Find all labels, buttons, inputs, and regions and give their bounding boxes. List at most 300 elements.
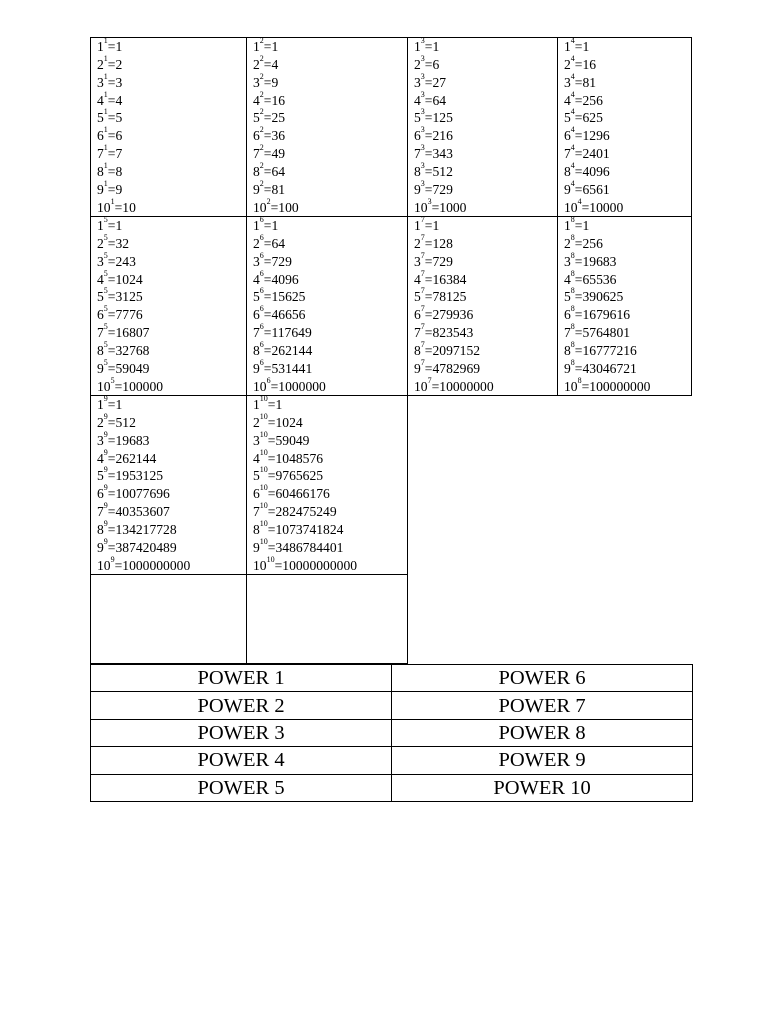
equals-sign: = bbox=[424, 360, 433, 376]
result: 59049 bbox=[275, 432, 310, 448]
base: 10 bbox=[97, 557, 111, 573]
base: 2 bbox=[414, 56, 421, 72]
equals-sign: = bbox=[107, 414, 116, 430]
base: 5 bbox=[253, 110, 260, 126]
equals-sign: = bbox=[263, 271, 272, 287]
equals-sign: = bbox=[574, 253, 583, 269]
result: 4 bbox=[271, 56, 279, 72]
power-line bbox=[414, 178, 557, 199]
exponent: 8 bbox=[570, 286, 575, 296]
equals-sign: = bbox=[263, 92, 272, 108]
equals-sign: = bbox=[114, 378, 123, 394]
exponent: 2 bbox=[259, 143, 264, 153]
result: 10000000000 bbox=[282, 557, 358, 573]
exponent: 3 bbox=[420, 125, 425, 135]
equals-sign: = bbox=[424, 307, 433, 323]
base: 7 bbox=[253, 325, 260, 341]
equals-sign: = bbox=[424, 235, 433, 251]
power-line bbox=[564, 306, 691, 324]
exponent: 9 bbox=[103, 518, 108, 528]
power-line bbox=[564, 217, 691, 235]
exponent: 6 bbox=[259, 286, 264, 296]
power-line bbox=[414, 38, 557, 56]
exponent: 5 bbox=[103, 357, 108, 367]
result: 10077696 bbox=[115, 486, 170, 502]
exponent: 8 bbox=[570, 357, 575, 367]
base: 5 bbox=[97, 289, 104, 305]
exponent: 6 bbox=[259, 357, 264, 367]
exponent: 10 bbox=[266, 554, 275, 564]
exponent: 9 bbox=[110, 554, 115, 564]
power-line bbox=[97, 411, 246, 432]
exponent: 2 bbox=[259, 53, 264, 63]
result: 16777216 bbox=[582, 342, 637, 358]
power-line bbox=[97, 268, 246, 289]
result: 1 bbox=[115, 218, 123, 233]
base: 2 bbox=[253, 235, 260, 251]
powers-grid bbox=[90, 37, 692, 664]
equals-sign: = bbox=[263, 289, 272, 305]
empty-cell bbox=[90, 574, 247, 664]
result: 1 bbox=[115, 39, 123, 54]
result: 1953125 bbox=[115, 468, 164, 484]
power-line bbox=[97, 288, 246, 306]
result: 387420489 bbox=[115, 539, 177, 555]
legend-cell: POWER 4 bbox=[91, 747, 392, 774]
exponent: 3 bbox=[420, 160, 425, 170]
power-line bbox=[564, 268, 691, 289]
base: 9 bbox=[414, 181, 421, 197]
base: 10 bbox=[253, 378, 267, 394]
exponent: 5 bbox=[103, 215, 108, 224]
base: 10 bbox=[97, 199, 111, 215]
equals-sign: = bbox=[107, 253, 116, 269]
result: 5 bbox=[115, 110, 123, 126]
base: 8 bbox=[564, 163, 571, 179]
base: 1 bbox=[564, 39, 571, 54]
exponent: 6 bbox=[259, 232, 264, 242]
result: 512 bbox=[432, 163, 453, 179]
result: 19683 bbox=[582, 253, 617, 269]
result: 1 bbox=[271, 39, 279, 54]
result: 1000000 bbox=[278, 378, 326, 394]
result: 3486784401 bbox=[275, 539, 344, 555]
power-line bbox=[253, 411, 407, 432]
result: 7 bbox=[115, 146, 123, 162]
power-line bbox=[97, 485, 246, 503]
base: 7 bbox=[253, 504, 260, 520]
power-line bbox=[564, 71, 691, 92]
legend-row bbox=[91, 665, 693, 692]
result: 256 bbox=[582, 92, 603, 108]
base: 1 bbox=[97, 397, 104, 412]
base: 5 bbox=[564, 289, 571, 305]
equals-sign: = bbox=[263, 342, 272, 358]
equals-sign: = bbox=[263, 253, 272, 269]
equals-sign: = bbox=[263, 307, 272, 323]
exponent: 5 bbox=[103, 268, 108, 278]
result: 1073741824 bbox=[275, 521, 344, 537]
base: 4 bbox=[253, 271, 260, 287]
exponent: 5 bbox=[103, 286, 108, 296]
power-line bbox=[564, 288, 691, 306]
power-line bbox=[253, 217, 407, 235]
exponent: 7 bbox=[420, 304, 425, 314]
equals-sign: = bbox=[107, 307, 116, 323]
power-line bbox=[414, 196, 557, 217]
equals-sign: = bbox=[424, 218, 433, 233]
equals-sign: = bbox=[107, 39, 116, 54]
result: 4096 bbox=[271, 271, 299, 287]
equals-sign: = bbox=[107, 504, 116, 520]
exponent: 6 bbox=[259, 268, 264, 278]
power-line bbox=[97, 396, 246, 414]
result: 729 bbox=[432, 253, 453, 269]
exponent: 1 bbox=[103, 160, 108, 170]
equals-sign: = bbox=[267, 450, 276, 466]
power-line bbox=[97, 429, 246, 450]
base: 8 bbox=[564, 342, 571, 358]
exponent: 9 bbox=[103, 411, 108, 421]
exponent: 5 bbox=[103, 339, 108, 349]
exponent: 10 bbox=[259, 501, 268, 511]
power-line bbox=[253, 518, 407, 539]
exponent: 9 bbox=[103, 483, 108, 493]
result: 32 bbox=[115, 235, 130, 251]
power-line bbox=[414, 217, 557, 235]
legend-row bbox=[91, 692, 693, 719]
result: 390625 bbox=[582, 289, 624, 305]
equals-sign: = bbox=[114, 199, 123, 215]
result: 10 bbox=[122, 199, 136, 215]
equals-sign: = bbox=[574, 39, 583, 54]
result: 19683 bbox=[115, 432, 150, 448]
result: 16 bbox=[582, 56, 597, 72]
equals-sign: = bbox=[263, 218, 272, 233]
base: 4 bbox=[97, 271, 104, 287]
result: 2401 bbox=[582, 146, 610, 162]
power-line bbox=[253, 429, 407, 450]
base: 3 bbox=[253, 74, 260, 90]
exponent: 2 bbox=[259, 178, 264, 188]
equals-sign: = bbox=[574, 163, 583, 179]
equals-sign: = bbox=[424, 253, 433, 269]
exponent: 7 bbox=[420, 322, 425, 332]
result: 1 bbox=[432, 39, 440, 54]
equals-sign: = bbox=[574, 325, 583, 341]
power-line bbox=[253, 71, 407, 92]
legend-cell: POWER 7 bbox=[392, 692, 693, 719]
equals-sign: = bbox=[107, 289, 116, 305]
power-line bbox=[97, 160, 246, 181]
power-line bbox=[253, 160, 407, 181]
power-line bbox=[97, 447, 246, 468]
equals-sign: = bbox=[424, 39, 433, 54]
equals-sign: = bbox=[574, 218, 583, 233]
power-legend-table bbox=[90, 664, 693, 802]
exponent: 4 bbox=[570, 53, 575, 63]
exponent: 10 bbox=[259, 465, 268, 475]
base: 1 bbox=[414, 218, 421, 233]
equals-sign: = bbox=[107, 432, 116, 448]
power-line bbox=[253, 145, 407, 163]
equals-sign: = bbox=[107, 486, 116, 502]
equals-sign: = bbox=[270, 199, 279, 215]
equals-sign: = bbox=[267, 397, 276, 412]
result: 100000 bbox=[122, 378, 164, 394]
power-line bbox=[564, 109, 691, 127]
exponent: 5 bbox=[110, 375, 115, 385]
exponent: 10 bbox=[259, 536, 268, 546]
exponent: 10 bbox=[259, 429, 268, 439]
power-line bbox=[564, 89, 691, 110]
equals-sign: = bbox=[574, 289, 583, 305]
base: 10 bbox=[414, 378, 428, 394]
power-line bbox=[564, 178, 691, 199]
equals-sign: = bbox=[107, 74, 116, 90]
power-line bbox=[253, 38, 407, 56]
equals-sign: = bbox=[267, 539, 276, 555]
result: 1 bbox=[275, 397, 283, 412]
exponent: 6 bbox=[259, 339, 264, 349]
exponent: 6 bbox=[259, 215, 264, 224]
power-line bbox=[253, 127, 407, 145]
result: 729 bbox=[432, 181, 453, 197]
legend-row bbox=[91, 719, 693, 746]
exponent: 7 bbox=[420, 268, 425, 278]
equals-sign: = bbox=[574, 181, 583, 197]
result: 823543 bbox=[432, 325, 474, 341]
equals-sign: = bbox=[107, 342, 116, 358]
base: 8 bbox=[97, 342, 104, 358]
result: 1000000000 bbox=[122, 557, 191, 573]
power-cell bbox=[557, 216, 692, 396]
power-line bbox=[414, 71, 557, 92]
power-cell bbox=[90, 216, 247, 396]
power-line bbox=[97, 196, 246, 217]
legend-row bbox=[91, 747, 693, 774]
equals-sign: = bbox=[263, 146, 272, 162]
equals-sign: = bbox=[107, 163, 116, 179]
base: 2 bbox=[97, 56, 104, 72]
result: 512 bbox=[115, 414, 136, 430]
equals-sign: = bbox=[424, 181, 433, 197]
base: 5 bbox=[97, 468, 104, 484]
exponent: 3 bbox=[420, 89, 425, 99]
result: 1 bbox=[582, 218, 590, 233]
base: 5 bbox=[97, 110, 104, 126]
base: 4 bbox=[253, 450, 260, 466]
exponent: 6 bbox=[259, 304, 264, 314]
equals-sign: = bbox=[574, 74, 583, 90]
power-line bbox=[97, 467, 246, 485]
power-line bbox=[97, 53, 246, 74]
equals-sign: = bbox=[267, 414, 276, 430]
power-line bbox=[253, 89, 407, 110]
base: 4 bbox=[564, 92, 571, 108]
power-line bbox=[564, 127, 691, 145]
exponent: 4 bbox=[570, 143, 575, 153]
exponent: 4 bbox=[570, 71, 575, 81]
result: 729 bbox=[271, 253, 292, 269]
power-line bbox=[97, 324, 246, 342]
result: 1 bbox=[115, 397, 123, 412]
result: 256 bbox=[582, 235, 603, 251]
base: 6 bbox=[253, 128, 260, 144]
base: 8 bbox=[253, 163, 260, 179]
result: 65536 bbox=[582, 271, 617, 287]
exponent: 1 bbox=[103, 125, 108, 135]
power-line bbox=[253, 357, 407, 378]
equals-sign: = bbox=[263, 128, 272, 144]
exponent: 4 bbox=[570, 36, 575, 45]
exponent: 3 bbox=[420, 107, 425, 117]
base: 10 bbox=[414, 199, 428, 215]
exponent: 1 bbox=[103, 178, 108, 188]
equals-sign: = bbox=[107, 146, 116, 162]
equals-sign: = bbox=[263, 110, 272, 126]
base: 2 bbox=[97, 414, 104, 430]
base: 10 bbox=[253, 557, 267, 573]
power-line bbox=[414, 339, 557, 360]
exponent: 3 bbox=[420, 71, 425, 81]
result: 27 bbox=[432, 74, 447, 90]
result: 1 bbox=[582, 39, 590, 54]
result: 343 bbox=[432, 146, 453, 162]
power-line bbox=[253, 232, 407, 253]
result: 125 bbox=[432, 110, 453, 126]
base: 1 bbox=[564, 218, 571, 233]
power-line bbox=[253, 268, 407, 289]
equals-sign: = bbox=[107, 235, 116, 251]
power-line bbox=[414, 53, 557, 74]
equals-sign: = bbox=[574, 360, 583, 376]
equals-sign: = bbox=[107, 539, 116, 555]
base: 9 bbox=[253, 360, 260, 376]
power-line bbox=[253, 536, 407, 557]
exponent: 7 bbox=[420, 286, 425, 296]
equals-sign: = bbox=[263, 56, 272, 72]
power-line bbox=[564, 38, 691, 56]
base: 1 bbox=[97, 218, 104, 233]
equals-sign: = bbox=[267, 486, 276, 502]
equals-sign: = bbox=[107, 110, 116, 126]
base: 10 bbox=[564, 378, 578, 394]
result: 5764801 bbox=[582, 325, 631, 341]
power-line bbox=[97, 71, 246, 92]
power-line bbox=[97, 38, 246, 56]
legend-cell: POWER 5 bbox=[91, 774, 392, 801]
base: 7 bbox=[564, 325, 571, 341]
exponent: 8 bbox=[577, 375, 582, 385]
exponent: 9 bbox=[103, 536, 108, 546]
result: 60466176 bbox=[275, 486, 330, 502]
base: 6 bbox=[253, 486, 260, 502]
result: 9 bbox=[115, 181, 123, 197]
power-cell bbox=[90, 37, 247, 217]
equals-sign: = bbox=[270, 378, 279, 394]
equals-sign: = bbox=[107, 56, 116, 72]
empty-cell bbox=[246, 574, 408, 664]
base: 9 bbox=[97, 360, 104, 376]
result: 81 bbox=[271, 181, 286, 197]
exponent: 3 bbox=[427, 196, 432, 206]
base: 1 bbox=[253, 397, 260, 412]
equals-sign: = bbox=[574, 271, 583, 287]
result: 1024 bbox=[275, 414, 303, 430]
exponent: 6 bbox=[259, 322, 264, 332]
equals-sign: = bbox=[107, 360, 116, 376]
result: 1679616 bbox=[582, 307, 631, 323]
result: 262144 bbox=[115, 450, 157, 466]
base: 6 bbox=[253, 307, 260, 323]
result: 10000000 bbox=[439, 378, 494, 394]
equals-sign: = bbox=[431, 199, 440, 215]
equals-sign: = bbox=[581, 378, 590, 394]
equals-sign: = bbox=[107, 92, 116, 108]
exponent: 7 bbox=[420, 339, 425, 349]
base: 3 bbox=[414, 74, 421, 90]
exponent: 4 bbox=[570, 107, 575, 117]
base: 2 bbox=[253, 414, 260, 430]
power-line bbox=[564, 232, 691, 253]
base: 4 bbox=[414, 271, 421, 287]
base: 6 bbox=[564, 307, 571, 323]
base: 3 bbox=[253, 253, 260, 269]
exponent: 9 bbox=[103, 501, 108, 511]
result: 43046721 bbox=[582, 360, 637, 376]
power-line bbox=[253, 396, 407, 414]
base: 4 bbox=[414, 92, 421, 108]
legend-cell: POWER 8 bbox=[392, 719, 693, 746]
base: 8 bbox=[253, 521, 260, 537]
result: 4096 bbox=[582, 163, 610, 179]
power-line bbox=[564, 53, 691, 74]
base: 4 bbox=[97, 450, 104, 466]
equals-sign: = bbox=[424, 289, 433, 305]
power-line bbox=[414, 232, 557, 253]
equals-sign: = bbox=[574, 146, 583, 162]
result: 1 bbox=[432, 218, 440, 233]
base: 2 bbox=[564, 56, 571, 72]
base: 10 bbox=[253, 199, 267, 215]
legend-row bbox=[91, 774, 693, 801]
result: 49 bbox=[271, 146, 286, 162]
result: 2 bbox=[115, 56, 123, 72]
equals-sign: = bbox=[267, 504, 276, 520]
base: 10 bbox=[97, 378, 111, 394]
power-line bbox=[564, 357, 691, 378]
exponent: 6 bbox=[259, 250, 264, 260]
equals-sign: = bbox=[574, 342, 583, 358]
power-line bbox=[414, 288, 557, 306]
power-line bbox=[564, 339, 691, 360]
result: 625 bbox=[582, 110, 603, 126]
power-line bbox=[97, 503, 246, 521]
power-line bbox=[97, 357, 246, 378]
legend-cell: POWER 9 bbox=[392, 747, 693, 774]
result: 4 bbox=[115, 92, 123, 108]
base: 8 bbox=[97, 521, 104, 537]
result: 6 bbox=[432, 56, 440, 72]
result: 100 bbox=[278, 199, 299, 215]
power-line bbox=[97, 178, 246, 199]
power-line bbox=[253, 339, 407, 360]
result: 16384 bbox=[432, 271, 467, 287]
base: 3 bbox=[97, 74, 104, 90]
result: 36 bbox=[271, 128, 286, 144]
result: 262144 bbox=[271, 342, 313, 358]
